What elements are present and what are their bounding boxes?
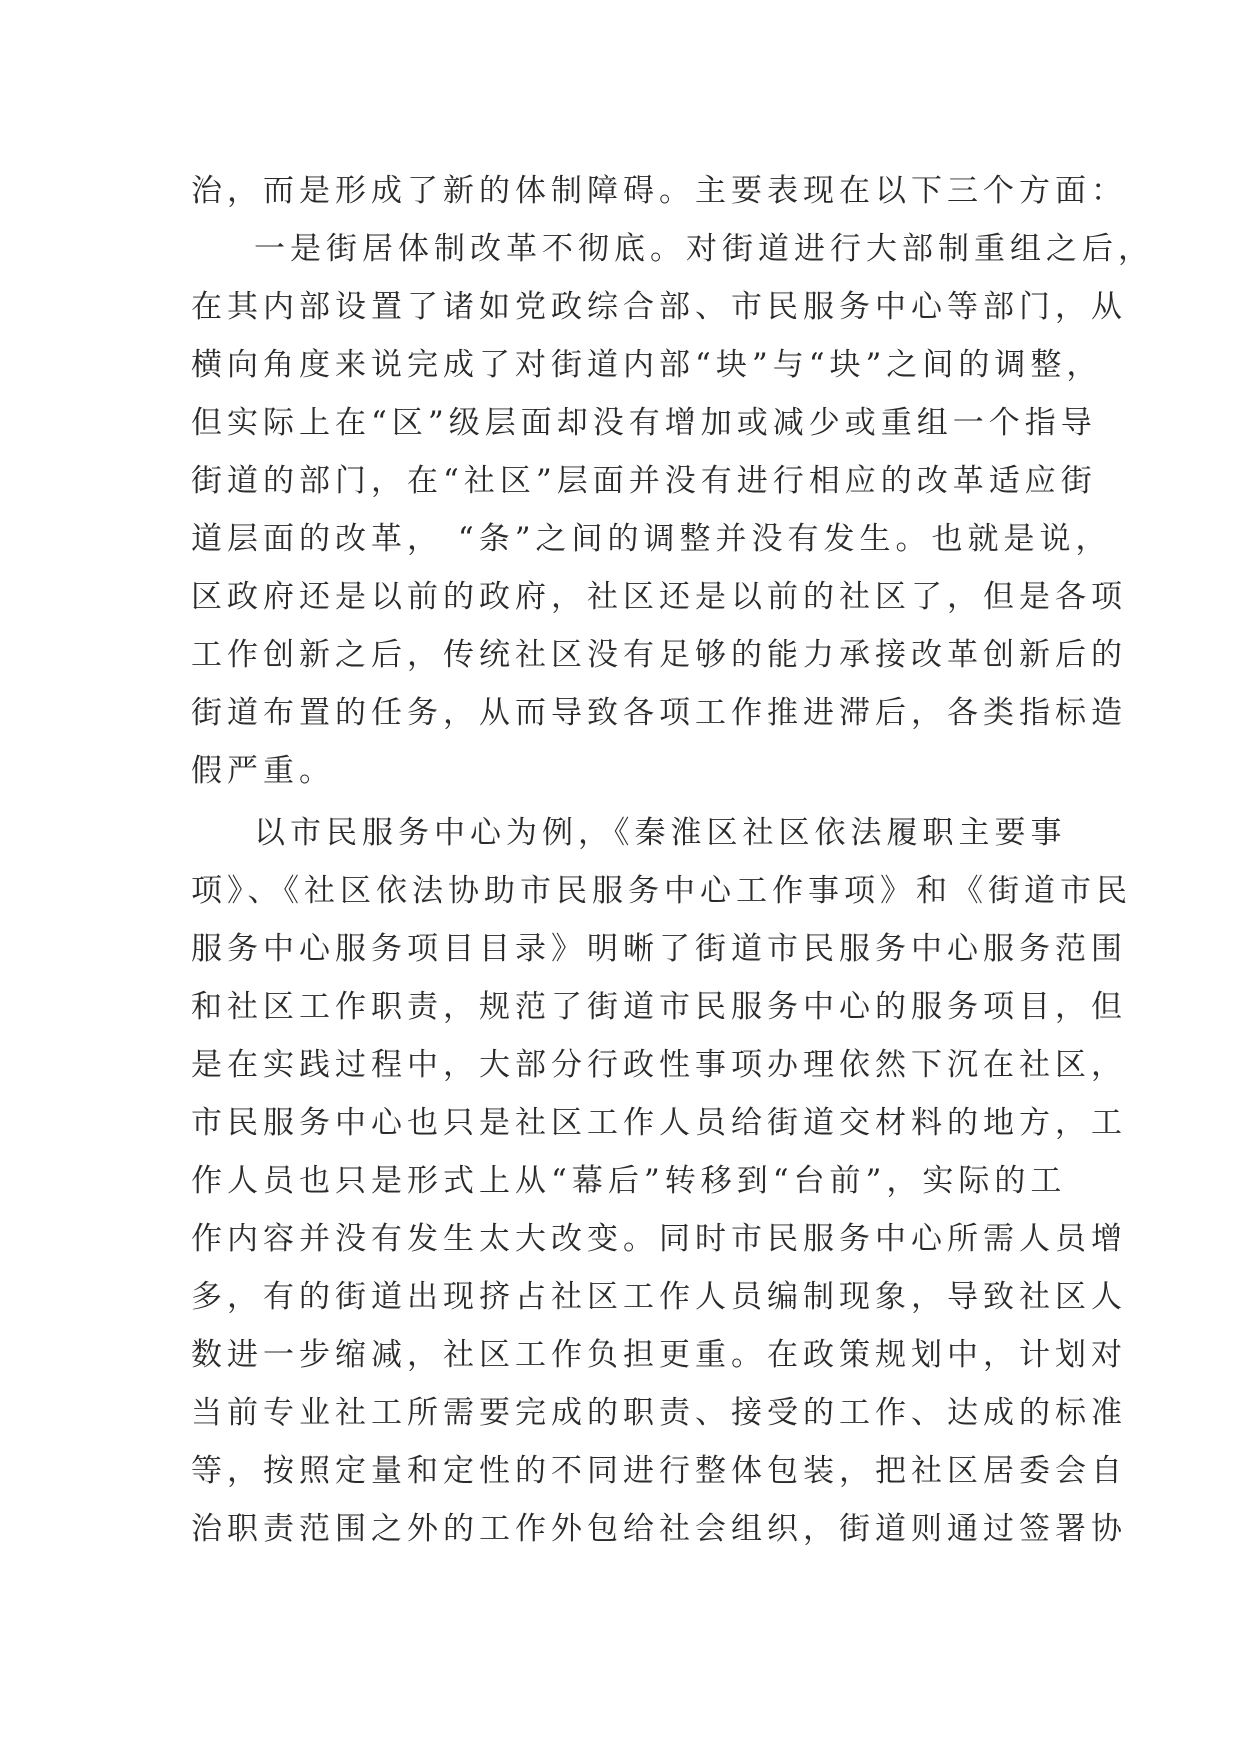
text-line-9: 工作创新之后，传统社区没有足够的能力承接改革创新后的 bbox=[191, 637, 1127, 673]
text-line-15: 和社区工作职责，规范了街道市民服务中心的服务项目，但 bbox=[191, 989, 1127, 1025]
text-line-17: 市民服务中心也只是社区工作人员给街道交材料的地方，工 bbox=[191, 1105, 1127, 1141]
text-line-7: 道层面的改革， “条”之间的调整并没有发生。也就是说， bbox=[191, 521, 1112, 557]
text-line-16: 是在实践过程中，大部分行政性事项办理依然下沉在社区， bbox=[191, 1047, 1127, 1083]
text-line-13: 项》、《社区依法协助市民服务中心工作事项》和《街道市民 bbox=[191, 873, 1132, 909]
text-line-4: 横向角度来说完成了对街道内部“块”与“块”之间的调整， bbox=[191, 347, 1103, 383]
text-line-22: 当前专业社工所需要完成的职责、接受的工作、达成的标准 bbox=[191, 1395, 1127, 1431]
text-line-18: 作人员也只是形式上从“幕后”转移到“台前”，实际的工 bbox=[191, 1163, 1067, 1199]
text-line-5: 但实际上在“区”级层面却没有增加或减少或重组一个指导 bbox=[191, 405, 1097, 441]
text-line-21: 数进一步缩减，社区工作负担更重。在政策规划中，计划对 bbox=[191, 1337, 1127, 1373]
text-line-14: 服务中心服务项目目录》明晰了街道市民服务中心服务范围 bbox=[191, 931, 1127, 967]
body-text bbox=[191, 162, 1154, 1558]
text-line-23: 等，按照定量和定性的不同进行整体包装，把社区居委会自 bbox=[191, 1453, 1127, 1489]
text-line-3: 在其内部设置了诸如党政综合部、市民服务中心等部门，从 bbox=[191, 289, 1127, 325]
text-line-19: 作内容并没有发生太大改变。同时市民服务中心所需人员增 bbox=[191, 1221, 1127, 1257]
text-line-8: 区政府还是以前的政府，社区还是以前的社区了，但是各项 bbox=[191, 579, 1127, 615]
text-line-11: 假严重。 bbox=[191, 753, 335, 789]
text-line-1: 治，而是形成了新的体制障碍。主要表现在以下三个方面： bbox=[191, 173, 1127, 209]
text-line-12: 以市民服务中心为例，《秦淮区社区依法履职主要事 bbox=[254, 815, 1067, 851]
text-line-10: 街道布置的任务，从而导致各项工作推进滞后，各类指标造 bbox=[191, 695, 1127, 731]
text-line-24: 治职责范围之外的工作外包给社会组织，街道则通过签署协 bbox=[191, 1511, 1127, 1547]
text-line-6: 街道的部门，在“社区”层面并没有进行相应的改革适应街 bbox=[191, 463, 1097, 499]
text-line-20: 多，有的街道出现挤占社区工作人员编制现象，导致社区人 bbox=[191, 1279, 1127, 1315]
text-line-2: 一是街居体制改革不彻底。对街道进行大部制重组之后， bbox=[254, 231, 1154, 267]
